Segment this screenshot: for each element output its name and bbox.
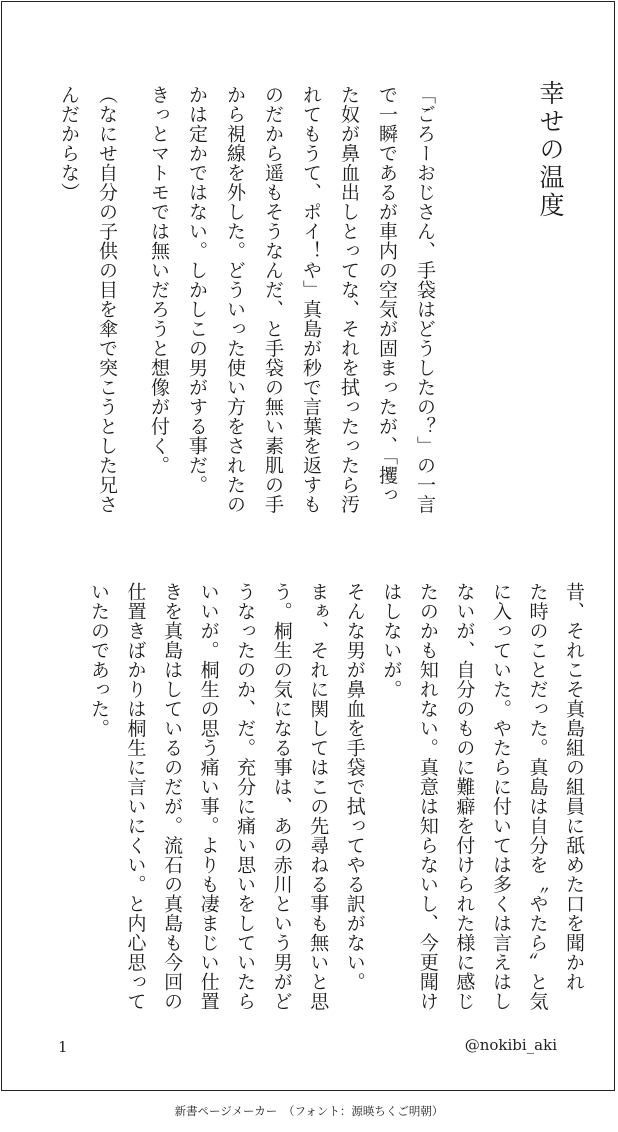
text-block-top	[58, 85, 444, 545]
text-column: れてもうて、ポイ！や」真島が秒で言葉を返すも	[300, 85, 322, 514]
text-column: きを真島はしているのだが。流石の真島も今回の	[161, 582, 184, 1011]
page-frame	[1, 1, 615, 1091]
text-column: きっとマトモでは無いだろうと想像が付く。	[148, 85, 170, 475]
text-column: で一瞬であるが車内の空気が固まったが、「攫っ	[376, 85, 398, 505]
text-column: んだからな）	[58, 85, 80, 202]
text-column: うなったのか、だ。充分に痛い思いをしていたら	[234, 582, 257, 1011]
page-number: 1	[58, 1038, 68, 1056]
text-column: に入っていた。やたらに付いては多くは言えはし	[489, 582, 512, 1011]
text-column: かは定かではない。しかしこの男がする事だ。	[186, 85, 208, 495]
text-column: いいが。桐生の思う痛い事。よりも凄まじい仕置	[197, 582, 220, 1011]
text-column: はしないが。	[380, 582, 403, 699]
text-column: 「ごろーおじさん、手袋はどうしたの？」の一言	[414, 85, 436, 514]
author-handle: @nokibi_aki	[464, 1036, 557, 1054]
text-column: た奴が鼻血出しとってな、それを拭ったったら汚	[338, 85, 360, 514]
text-column: のだから遥もそうなんだ、と手袋の無い素肌の手	[262, 85, 284, 514]
text-column: う。桐生の気になる事は、あの赤川という男がど	[270, 582, 293, 1011]
text-column: そんな男が鼻血を手袋で拭ってやる訳がない。	[343, 582, 366, 992]
text-column: 昔、それこそ真島組の組員に舐めた口を聞かれ	[563, 582, 585, 992]
footer-credit: 新書ページメーカー （フォント：源暎ちくご明朝）	[174, 1104, 444, 1118]
text-column: いたのであった。	[88, 582, 110, 738]
page-title: 幸せの温度	[536, 80, 565, 220]
text-block-bottom	[88, 582, 593, 1012]
text-column: 仕置きばかりは桐生に言いにくい。と内心思って	[124, 582, 147, 1011]
text-column: ないが、自分のものに難癖を付けられた様に感じ	[453, 582, 476, 1011]
text-column: たのかも知れない。真意は知らないし、今更聞け	[416, 582, 439, 1011]
text-column: （なにせ自分の子供の目を傘で突こうとした兄さ	[96, 85, 118, 514]
text-column: た時のことだった。真島は自分を〝やたら〟と気	[526, 582, 549, 1011]
text-column: まぁ、それに関してはこの先尋ねる事も無いと思	[307, 582, 330, 1011]
text-column: から視線を外した。どういった使い方をされたの	[224, 85, 246, 514]
